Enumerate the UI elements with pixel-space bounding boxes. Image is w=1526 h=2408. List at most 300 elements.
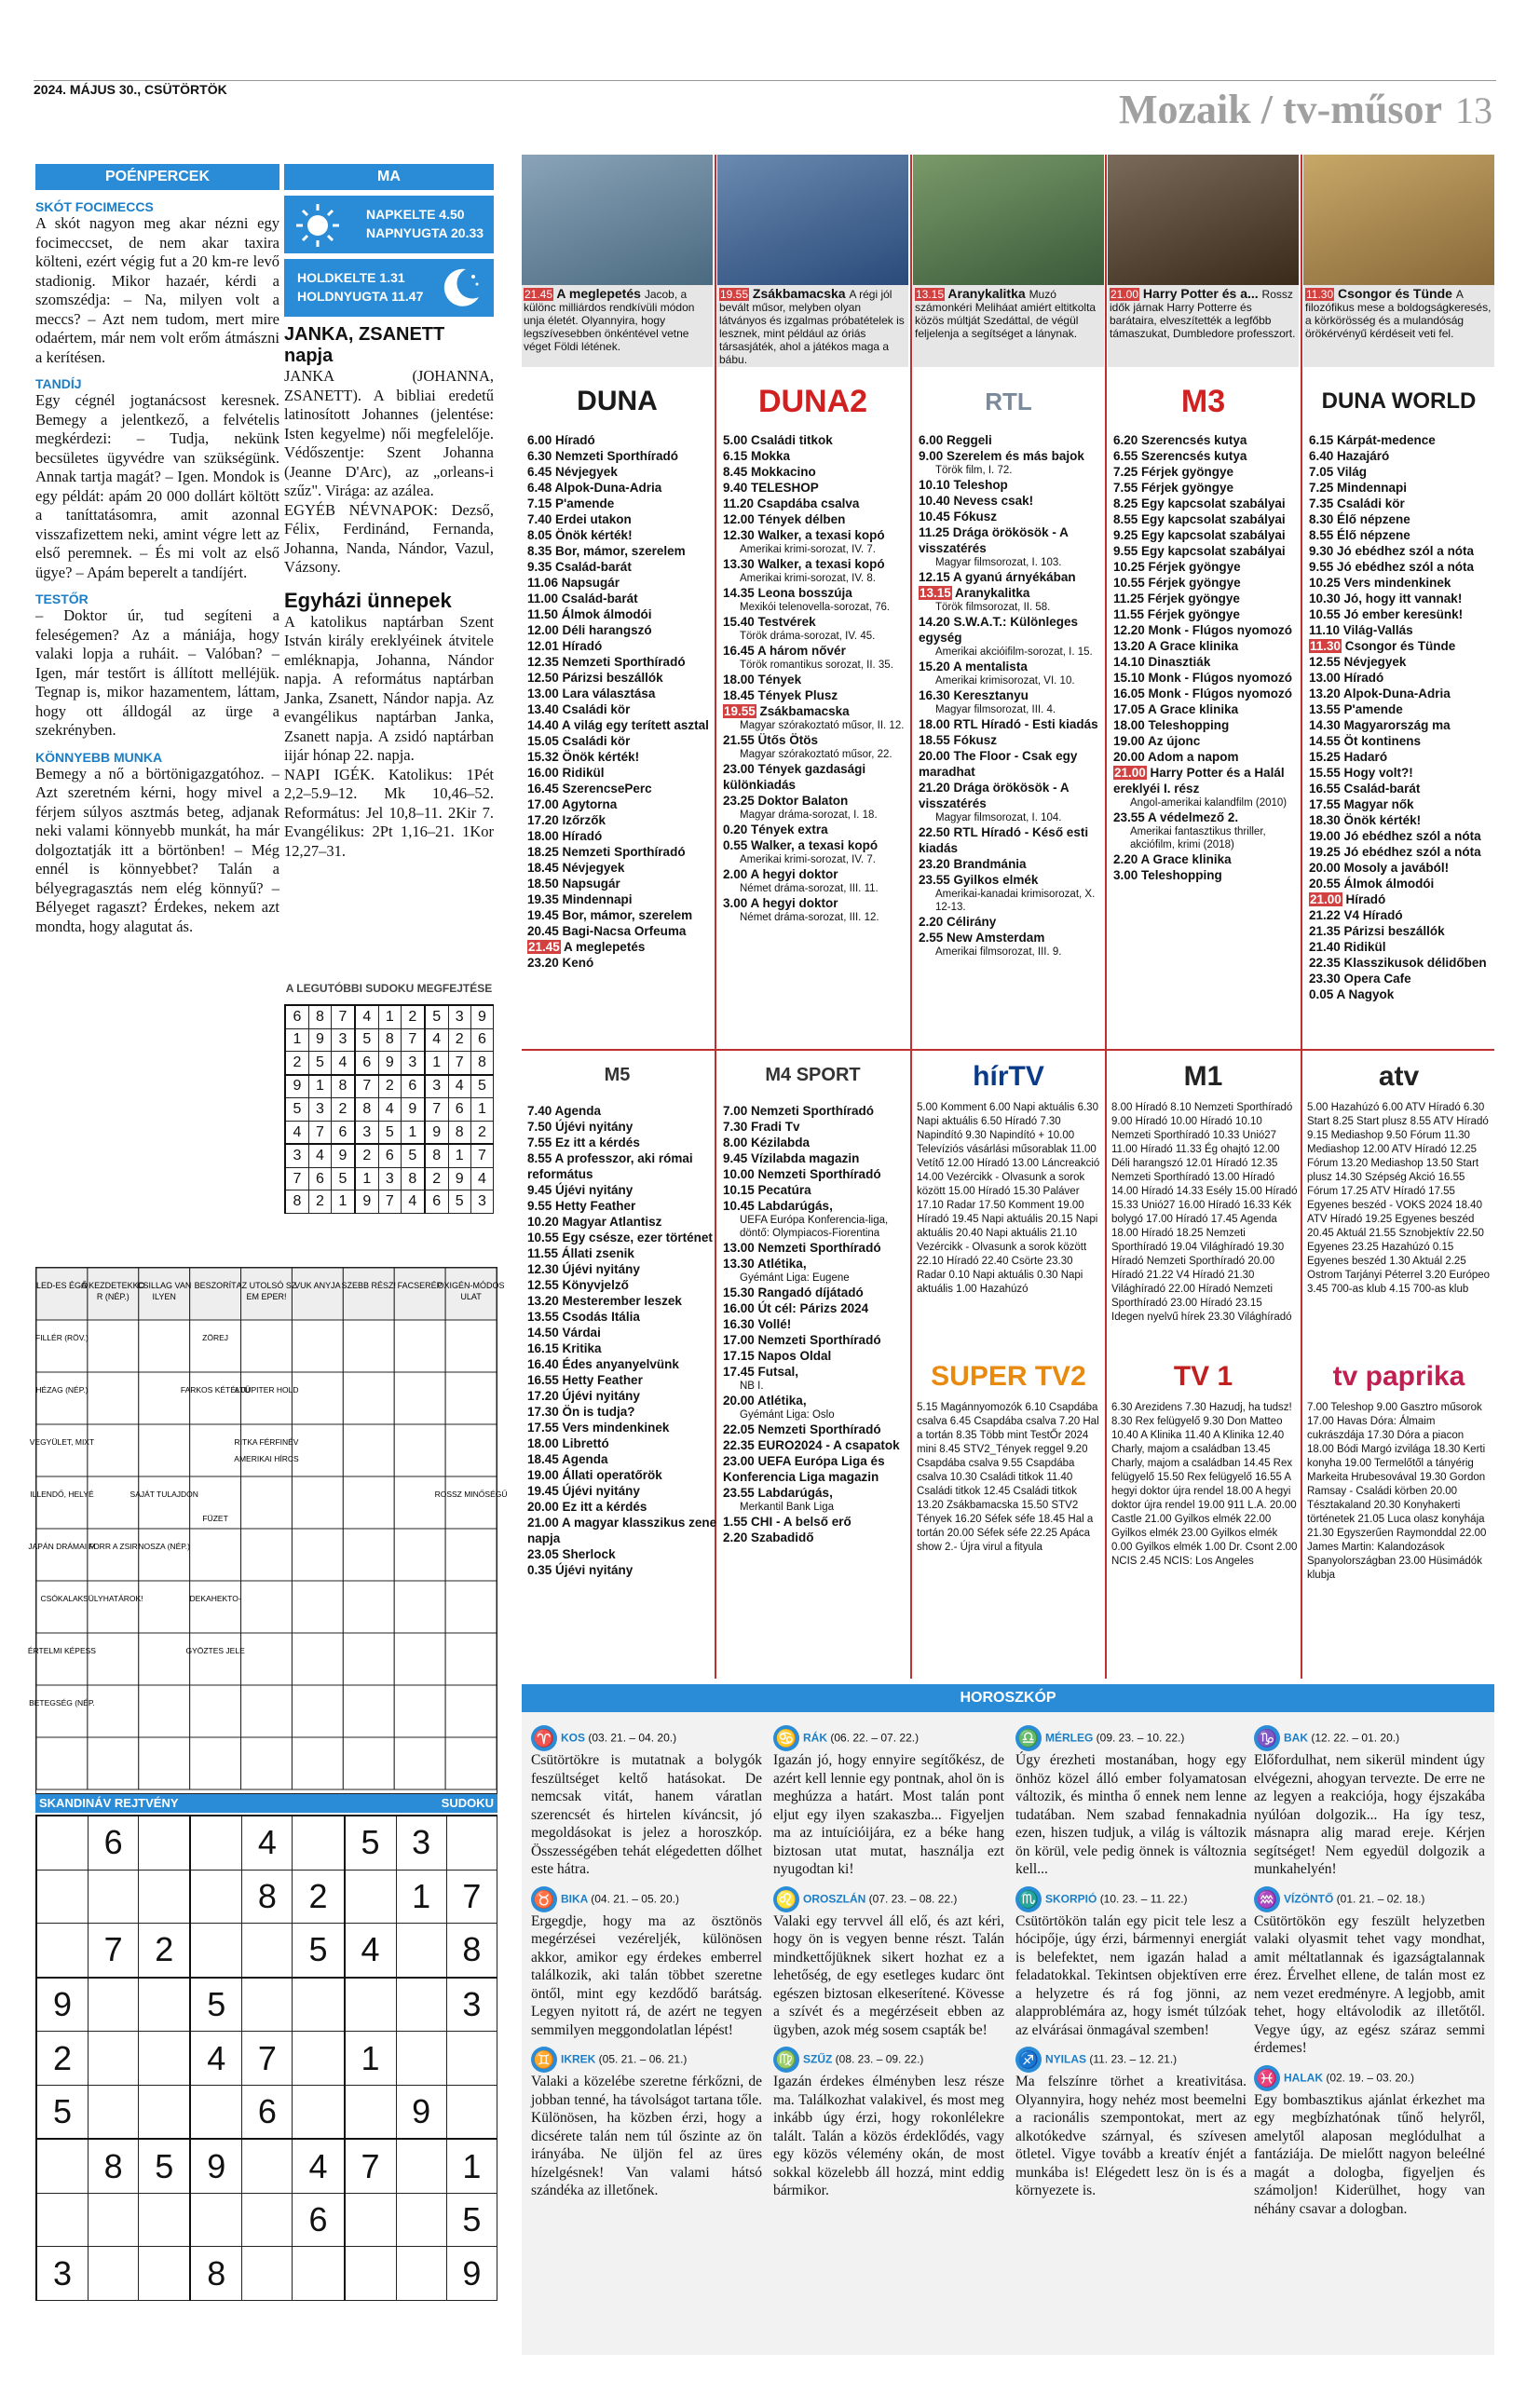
crossword-cell [343,1476,394,1529]
sign-header [1254,1725,1485,1751]
crossword-clue: FÜZET [202,1514,228,1523]
program-title: Brandmánia [949,857,1027,871]
grid-cell: 5 [332,1167,355,1190]
program-time: 9.35 [527,560,552,574]
program-item [1309,670,1500,686]
program-time: 7.00 [723,1104,748,1118]
crossword-clue: DEKAHEKTO- [189,1594,241,1603]
program-time: 13.30 [723,1257,755,1271]
program-item [527,1103,718,1119]
program-time: 16.30 [723,1317,755,1331]
program-title: Monk - Flúgos nyomozó [1144,623,1293,637]
program-title: A Nagyok [1333,987,1395,1001]
program-title: Férjek gyöngye [1144,607,1240,621]
grid-cell: 9 [470,1005,493,1028]
channel-listing: 7.00 Teleshop 9.00 Gasztro műsorok 17.00 Havas Dóra: Álmaim cukrászdája 17.30 Dóra a piacon 18.00 Bódi Margó izvilága 18.30 Kerti konyha 19.00 Termelőtől a tányérig Markeita Hrubesovával 19.30 Gordon Ramsay - Családi körben 20.00 Tésztakaland 20.30 Konyhakerti történetek 21.05 Luca olasz konyhája 21.30 Egyszerűen Raymonddal 22.00 James Martin: Kalandozások Spanyolországban 23.00 Hüsimádók klubja [1307,1402,1487,1581]
program-time: 8.05 [527,528,552,542]
names-day-title: JANKA, ZSANETT napja [284,324,445,366]
grid-cell [89,1978,139,2032]
sign-header [1015,1886,1247,1912]
crossword-cell [445,1424,497,1476]
program-time: 16.45 [723,644,755,658]
program-title: Szerelem és más bajok [943,449,1084,463]
program-item [1113,867,1304,883]
program-time: 13.00 [723,1241,755,1255]
program-item [527,749,718,765]
program-item [527,1325,718,1340]
channel-schedule [919,432,1110,959]
program-item [919,614,1110,646]
crossword-cell [394,1529,445,1581]
grid-cell [293,2032,345,2085]
grid-cell [36,2139,89,2193]
grid-row [285,1005,494,1028]
program-item [527,686,718,701]
program-title: Névjegyek [1340,655,1407,669]
grid-cell: 7 [425,1098,448,1121]
crossword-cell [190,1529,241,1581]
program-time: 17.20 [527,813,559,827]
grid-cell: 3 [401,1052,424,1075]
program-item [527,606,718,622]
program-title: Alpok-Duna-Adria [1340,687,1451,701]
grid-cell [139,1870,191,1923]
program-item [1309,480,1500,496]
program-title: Szabadidő [747,1531,814,1544]
program-item [723,1514,914,1530]
sign-name: KOS [561,1731,589,1745]
program-item [527,1214,718,1230]
zodiac-icon: ♋ [773,1725,799,1751]
program-time: 17.55 [1309,797,1341,811]
program-time: 23.55 [723,1486,755,1500]
grid-cell: 7 [332,1005,355,1028]
program-title: Fókusz [949,733,998,747]
program-item [723,1348,914,1364]
program-title: Kenó [558,956,594,970]
sign-name: HALAK [1284,2071,1327,2085]
program-time: 6.48 [527,481,552,495]
crossword-cell [292,1737,343,1789]
promo-text: A régi jól bevált műsor, melyben olyan látványos és izgalmas próbatételek is lesznek, mint például az óriás társasjáték, ahol a játékos maga a bábu. [719,288,905,366]
program-item [1309,559,1500,575]
grid-cell [242,2247,293,2301]
program-desc: Amerikai-kanadai krimisorozat, X. 12-13. [935,889,1096,913]
program-item [1309,765,1500,781]
crossword-cell [445,1737,497,1789]
program-title: Újévi nyitány [552,1120,634,1134]
promo-caption [1108,285,1299,342]
promo-caption [522,285,713,355]
grid-cell: 5 [190,1978,242,2032]
program-item [1309,876,1500,891]
sign-text: Előfordulhat, nem sikerül mindent úgy elvégezni, ahogyan tervezte. De erre ne az legyen a reakciója, hogy éjszakába nyúlóan dolgozik... Ha így tesz, másnapra alig marad ereje. Kérjen segítséget! Nem egyedül dolgozik a munkahelyén! [1254,1752,1485,1877]
program-item [723,672,914,687]
program-time: 13.15 [920,586,951,600]
program-title: Atlétika, [754,1257,807,1271]
program-desc: Magyar dráma-sorozat, I. 18. [740,809,878,821]
sign-header [531,1886,762,1912]
program-title: Családi kör [1333,497,1405,510]
promo-title: Aranykalitka [945,286,1029,301]
program-time: 17.00 [527,797,559,811]
crossword-cell [292,1581,343,1633]
crossword-cell [36,1685,88,1737]
program-title: Kritika [558,1341,602,1355]
program-time: 11.10 [1309,623,1341,637]
program-title: Labdarúgás, [754,1486,833,1500]
sign-name: BAK [1284,1731,1312,1745]
program-item [527,1372,718,1388]
program-time: 20.45 [527,924,559,938]
program-time: 7.40 [527,1104,552,1118]
program-title: Mindennapi [1333,481,1408,495]
program-title: Teleshop [949,478,1008,492]
program-item [527,1119,718,1135]
grid-cell [139,2032,191,2085]
promo-2 [913,155,1104,367]
program-item [723,527,914,543]
grid-cell: 9 [446,2247,497,2301]
grid-cell: 8 [470,1052,493,1075]
program-title: Út cél: Párizs 2024 [754,1301,869,1315]
program-time: 15.25 [1309,750,1341,764]
program-time: 21.45 [528,940,560,954]
program-item [919,914,1110,930]
program-time: 6.00 [919,433,944,447]
grid-cell [89,1870,139,1923]
program-time: 18.30 [1309,813,1341,827]
program-title: Erdei utakon [552,512,632,526]
program-time: 18.50 [527,877,559,891]
program-item [1309,496,1500,511]
horoscope-sign [773,1886,1004,2040]
program-item [919,780,1110,811]
grid-cell: 7 [470,1144,493,1167]
crossword-clue: RITKA FÉRFINÉV [234,1437,299,1447]
program-item [527,1182,718,1198]
program-desc: Török filmsorozat, II. 58. [935,602,1051,613]
grid-cell: 5 [36,2085,89,2139]
program-item [723,643,914,659]
grid-cell: 8 [355,1098,378,1121]
zodiac-icon: ♑ [1254,1725,1280,1751]
sign-name: SZŰZ [803,2052,836,2066]
program-item [1113,543,1304,559]
crossword-cell [292,1476,343,1529]
program-item [723,496,914,511]
program-title: Mosoly a javából! [1340,861,1450,875]
program-title: Napsugár [558,877,620,891]
program-title: Bagi-Nacsa Orfeuma [558,924,687,938]
program-title: Teleshopping [1138,868,1222,882]
program-item [527,591,718,606]
zodiac-icon: ♒ [1254,1886,1280,1912]
program-title: Jó ebédhez szól a nóta [1333,544,1475,558]
grid-cell: 5 [345,1816,397,1870]
crossword [27,1267,508,1794]
grid-cell [293,1816,345,1870]
program-time: 17.15 [723,1349,755,1363]
program-item [1309,543,1500,559]
promo-text: Jacob, a különc milliárdos rendkívüli módon unja életét. Olyannyira, hogy legszívesebben önkéntével vetne véget Földi létének. [524,288,695,353]
program-item [1113,511,1304,527]
section-title: Mozaik / tv-műsor [1118,87,1442,132]
program-time: 12.00 [723,512,755,526]
program-title: Fradi Tv [747,1120,800,1134]
program-title: Párizsi beszállók [1340,924,1445,938]
grid-cell [396,2247,446,2301]
program-title: Nemzeti Sporthíradó [754,1241,881,1255]
grid-cell: 1 [425,1052,448,1075]
program-title: Kárpát-medence [1333,433,1436,447]
program-title: A Grace klinika [1144,702,1239,716]
program-time: 13.40 [527,702,559,716]
program-title: Librettó [558,1436,609,1450]
promo-photo [1303,155,1494,285]
program-time: 13.00 [527,687,559,701]
program-title: RTL Híradó - Késő esti kiadás [919,825,1089,855]
grid-cell: 1 [401,1121,424,1144]
grid-cell: 6 [470,1028,493,1051]
program-item [1113,496,1304,511]
grid-cell: 7 [89,1924,139,1978]
program-item [1113,464,1304,480]
program-time: 12.00 [527,623,559,637]
program-time: 11.00 [527,592,559,605]
crossword-clue: A KEZDETEKKO [81,1281,145,1290]
grid-cell: 3 [425,1075,448,1098]
sign-dates: (03. 21. – 04. 20.) [588,1731,677,1745]
sign-text: Ma felszínre törhet a kreativitása. Olyannyira, hogy nehéz most beemelni a racionális szempontokat, mert az alkotókedve szárnyal, és szívesen ötletel. Vigye tovább a kreatív énjét a munkába is! Elégedett lesz ön is és a környezete is. [1015,2074,1247,2198]
program-item [1309,923,1500,939]
crossword-grid [27,1268,508,1793]
program-time: 1.55 [723,1515,748,1529]
program-item [1309,717,1500,733]
program-title: Agenda [558,1452,608,1466]
grid-cell: 9 [425,1121,448,1144]
program-title: Élő népzene [1333,512,1410,526]
crossword-clue: GYÖZTES JELE [185,1646,245,1655]
promo-caption [717,285,908,368]
program-time: 16.05 [1113,687,1145,701]
channel-listing: 5.00 Hazahúzó 6.00 ATV Híradó 6.30 Start 8.25 Start plusz 8.55 ATV Híradó 9.15 Mediashop 9.50 Fórum 11.30 Mediashop 12.00 ATV Híradó 12.25 Fórum 13.20 Mediashop 13.50 Start plusz 14.30 Szépség Akció 16.55 Fórum 17.25 ATV Híradó 17.55 Egyenes beszéd - VOKS 2024 18.40 ATV Híradó 19.25 Egyenes beszéd 20.45 Aktuál 21.55 Sznobjektív 22.50 Egyenes 23.25 Hazahúzó 0.15 Egyenes beszéd 1.30 Aktuál 2.25 Ostrom Tarjányi Péterrel 3.20 Európeo 3.45 700-as klub 4.15 700-as klub [1307,1102,1491,1295]
program-item [1309,527,1500,543]
program-time: 6.15 [1309,433,1334,447]
program-item [1113,448,1304,464]
program-title: Csapdába csalva [754,497,860,510]
crossword-cell [445,1372,497,1424]
crossword-clue-cont: ULAT [460,1292,482,1301]
promo-4 [1303,155,1494,367]
program-time: 10.55 [1113,576,1145,590]
program-item [527,1467,718,1483]
program-item [723,480,914,496]
program-time: 11.30 [1310,639,1342,653]
program-time: 18.00 [723,673,755,687]
sign-header [531,1725,762,1751]
program-item [723,585,914,601]
program-item [1309,796,1500,812]
program-item [1309,448,1500,464]
crossword-cell [292,1424,343,1476]
sign-name: OROSZLÁN [803,1892,869,1906]
horoscope-sign [1254,2065,1485,2219]
program-desc: Amerikai krimi-sorozat, IV. 7. [740,854,876,865]
crossword-cell [343,1529,394,1581]
channel-schedule [527,432,718,971]
grid-cell: 3 [448,1005,470,1028]
grid-row [36,2032,497,2085]
program-title: Bor, mámor, szerelem [552,544,686,558]
grid-cell: 2 [355,1144,378,1167]
grid-cell: 6 [448,1098,470,1121]
program-title: Testvérek [754,615,816,629]
grid-cell: 8 [401,1167,424,1190]
program-time: 21.35 [1309,924,1341,938]
program-desc: Magyar filmsorozat, I. 104. [935,812,1062,823]
program-item [527,1515,718,1546]
program-time: 19.25 [1309,845,1341,859]
grid-cell: 7 [446,1870,497,1923]
zodiac-icon: ♍ [773,2047,799,2073]
grid-row [36,1816,497,1870]
crossword-cell [88,1581,139,1633]
program-item [1309,781,1500,796]
program-time: 18.00 [527,1436,559,1450]
sign-name: SKORPIÓ [1045,1892,1100,1906]
program-time: 20.00 [1113,750,1145,764]
program-item [919,687,1110,703]
sign-header [773,1725,1004,1751]
program-time: 16.45 [527,782,559,796]
program-time: 9.55 [1309,560,1334,574]
program-title: EURO2024 - A csapatok [754,1438,900,1452]
program-item [723,837,914,853]
grid-cell: 4 [293,2139,345,2193]
program-item [527,955,718,971]
program-title: Ez itt a kérdés [552,1136,640,1150]
program-item [1309,622,1500,638]
program-item [1309,907,1500,923]
crossword-cell [394,1581,445,1633]
program-item [723,1182,914,1198]
row-divider [522,1049,1494,1051]
crossword-cell [445,1633,497,1685]
promo-text: Muzó számonkéri Meliháat amiért eltitkolta közös múltját Szedáttal, de végül feljelenja a segítséget a lánynak. [915,288,1097,340]
program-time: 7.15 [527,497,552,510]
promo-title: A meglepetés [553,286,645,301]
program-time: 23.55 [919,873,950,887]
program-title: Alpok-Duna-Adria [552,481,662,495]
program-item [919,585,1110,601]
program-title: Mesterember leszek [558,1294,682,1308]
program-title: Déli harangszó [558,623,652,637]
program-title: Újévi nyitány [558,1484,640,1498]
grid-cell [89,2032,139,2085]
program-time: 10.00 [723,1167,755,1181]
program-time: 10.45 [723,1199,755,1213]
program-item [527,1135,718,1150]
program-title: Tények délben [754,512,846,526]
program-item [527,1230,718,1245]
program-item [527,1451,718,1467]
moon-icon [436,264,484,312]
crossword-cell [241,1529,293,1581]
program-time: 22.50 [919,825,950,839]
grid-cell [396,2032,446,2085]
sign-name: VÍZÖNTŐ [1284,1892,1337,1906]
program-time: 11.25 [919,525,950,539]
program-time: 23.20 [527,956,559,970]
crossword-cell [241,1476,293,1529]
program-title: Névjegyek [558,861,625,875]
program-title: Egy kapcsolat szabályai [1138,497,1286,510]
program-item [919,872,1110,888]
grid-cell: 1 [332,1190,355,1214]
program-desc: Gyémánt Liga: Oslo [740,1409,835,1421]
program-item [919,748,1110,780]
crossword-cell [36,1633,88,1685]
program-title: Híradó [558,829,603,843]
grid-cell [446,1816,497,1870]
channel-listing: 5.00 Komment 6.00 Napi aktuális 6.30 Napi aktuális 6.50 Híradó 7.30 Napindító 9.30 Napindító + 10.00 Televíziós vásárlási műsorablak 11.00 Vetítő 12.00 Híradó 13.00 Láncreakció 14.00 Vezércikk - Olvasunk a sorok között 15.00 Híradó 15.30 Paláver 17.10 Radar 17.50 Komment 19.00 Híradó 19.45 Napi aktuális 20.15 Napi aktuális 20.40 Napi aktuális 21.10 Vezércikk - Olvasunk a sorok között 22.10 Híradó 22.40 Csörte 23.30 Radar 0.10 Napi aktuális 0.30 Napi aktuális 1.00 Hazahúzó [917,1102,1100,1295]
program-item [919,716,1110,732]
program-item [723,614,914,630]
program-desc: Magyar szórakoztató műsor, 22. [740,749,892,760]
program-time: 8.45 [723,465,748,479]
program-title: Nemzeti Sporthíradó [558,655,686,669]
crossword-cell [88,1320,139,1372]
channel-logo: M5 [604,1064,631,1085]
program-time: 6.30 [527,449,552,463]
program-title: Egy kapcsolat szabályai [1138,528,1286,542]
crossword-cell [241,1372,293,1424]
sunset: NAPNYUGTA 20.33 [366,225,484,240]
program-title: Könyvjelző [558,1278,629,1292]
grid-cell [36,1870,89,1923]
program-title: Monk - Flúgos nyomozó [1144,671,1293,685]
crossword-cell [190,1372,241,1424]
program-title: Zsákbamacska [756,704,850,718]
horoscope [522,1684,1494,2355]
program-item [723,1393,914,1408]
crossword-clue: ZÖREJ [202,1333,229,1342]
horoscope-sign [1015,1725,1247,1879]
sign-dates: (10. 23. – 11. 22.) [1099,1892,1188,1906]
joke-title: TANDÍJ [35,376,82,391]
program-item [527,828,718,844]
sign-name: MÉRLEG [1045,1731,1097,1745]
grid-cell [139,1816,191,1870]
program-time: 18.25 [527,845,559,859]
crossword-cell [139,1476,190,1529]
program-time: 21.55 [723,733,755,747]
program-time: 8.00 [723,1136,748,1150]
program-title: Bor, mámor, szerelem [558,908,693,922]
program-desc: NB I. [740,1381,764,1392]
horoscope-sign [531,2047,762,2200]
program-item [723,1485,914,1501]
program-title: Önök kérték! [1340,813,1422,827]
crossword-title: SKANDINÁV REJTVÉNY [39,1796,179,1810]
program-item [527,638,718,654]
channel-schedule [527,1103,718,1578]
grid-cell [190,2085,242,2139]
crossword-clue: NOSZA (NÉP.) [138,1542,191,1551]
program-title: Családi titkok [747,433,833,447]
program-item [723,822,914,837]
